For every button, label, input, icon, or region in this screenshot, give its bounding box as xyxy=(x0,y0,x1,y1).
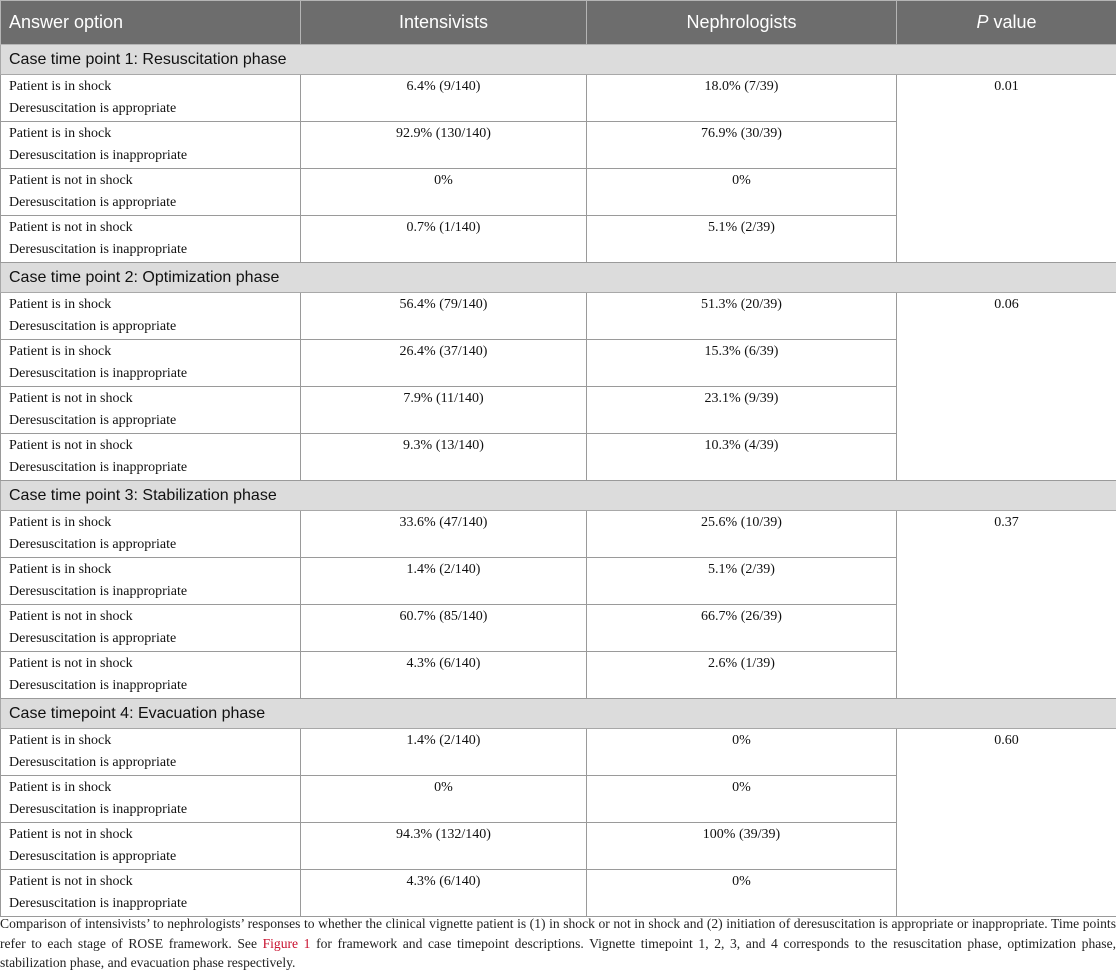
intensivists-cell: 33.6% (47/140) xyxy=(301,511,587,558)
shock-status-text: Patient is not in shock xyxy=(9,391,133,406)
answer-option-cell xyxy=(1,216,301,263)
intensivists-cell: 4.3% (6/140) xyxy=(301,652,587,699)
header-p-value xyxy=(897,1,1116,45)
section-title: Case timepoint 4: Evacuation phase xyxy=(1,699,1116,729)
section-title: Case time point 2: Optimization phase xyxy=(1,263,1116,293)
section-title: Case time point 1: Resuscitation phase xyxy=(1,45,1116,75)
footnote-text-end: for framework and case timepoint descriptions. Vignette timepoint 1, 2, 3, and 4 corresponds to the resuscitation phase, optimization phase, stabilization phase, and evacuation phase respectively. xyxy=(0,935,1116,970)
deresuscitation-text: Deresuscitation is inappropriate xyxy=(9,801,188,817)
nephrologists-cell: 100% (39/39) xyxy=(587,823,897,870)
deresuscitation-text: Deresuscitation is appropriate xyxy=(9,630,177,646)
p-value-cell: 0.06 xyxy=(897,293,1116,481)
nephrologists-cell: 23.1% (9/39) xyxy=(587,387,897,434)
deresuscitation-text: Deresuscitation is appropriate xyxy=(9,754,177,770)
nephrologists-cell: 10.3% (4/39) xyxy=(587,434,897,481)
intensivists-cell: 0.7% (1/140) xyxy=(301,216,587,263)
deresuscitation-text: Deresuscitation is inappropriate xyxy=(9,583,188,599)
nephrologists-cell: 51.3% (20/39) xyxy=(587,293,897,340)
deresuscitation-text: Deresuscitation is inappropriate xyxy=(9,895,188,911)
table-row xyxy=(1,293,1116,340)
table-footnote xyxy=(0,914,1116,973)
deresuscitation-text: Deresuscitation is appropriate xyxy=(9,412,177,428)
deresuscitation-text: Deresuscitation is inappropriate xyxy=(9,677,188,693)
intensivists-cell: 6.4% (9/140) xyxy=(301,75,587,122)
section-row xyxy=(1,699,1116,729)
section-title: Case time point 3: Stabilization phase xyxy=(1,481,1116,511)
answer-option-cell xyxy=(1,870,301,917)
answer-option-cell xyxy=(1,511,301,558)
shock-status-text: Patient is in shock xyxy=(9,562,112,577)
deresuscitation-text: Deresuscitation is inappropriate xyxy=(9,365,188,381)
deresuscitation-text: Deresuscitation is appropriate xyxy=(9,100,177,116)
answer-option-cell xyxy=(1,729,301,776)
nephrologists-cell: 15.3% (6/39) xyxy=(587,340,897,387)
table-row xyxy=(1,729,1116,776)
p-value-cell: 0.60 xyxy=(897,729,1116,917)
nephrologists-cell: 0% xyxy=(587,870,897,917)
shock-status-text: Patient is in shock xyxy=(9,126,112,141)
answer-option-cell xyxy=(1,340,301,387)
table-row xyxy=(1,75,1116,122)
intensivists-cell: 94.3% (132/140) xyxy=(301,823,587,870)
answer-option-cell xyxy=(1,605,301,652)
footnote-text-start: Comparison of intensivists’ to nephrologists’ responses to whether the clinical vignette patient is (1) in shock or not in shock and (2) initiation of deresuscitation is appropriate or inappropriate. Time points refer to each stage of ROSE framework. See xyxy=(0,916,1116,951)
shock-status-text: Patient is not in shock xyxy=(9,173,133,188)
intensivists-cell: 4.3% (6/140) xyxy=(301,870,587,917)
shock-status-text: Patient is in shock xyxy=(9,344,112,359)
table-row xyxy=(1,511,1116,558)
answer-option-cell xyxy=(1,122,301,169)
answer-option-cell xyxy=(1,387,301,434)
intensivists-cell: 9.3% (13/140) xyxy=(301,434,587,481)
nephrologists-cell: 2.6% (1/39) xyxy=(587,652,897,699)
answer-option-cell xyxy=(1,776,301,823)
p-value-cell: 0.01 xyxy=(897,75,1116,263)
nephrologists-cell: 76.9% (30/39) xyxy=(587,122,897,169)
deresuscitation-text: Deresuscitation is inappropriate xyxy=(9,241,188,257)
deresuscitation-text: Deresuscitation is inappropriate xyxy=(9,147,188,163)
nephrologists-cell: 0% xyxy=(587,169,897,216)
section-row xyxy=(1,481,1116,511)
shock-status-text: Patient is not in shock xyxy=(9,827,133,842)
nephrologists-cell: 25.6% (10/39) xyxy=(587,511,897,558)
answer-option-cell xyxy=(1,434,301,481)
nephrologists-cell: 18.0% (7/39) xyxy=(587,75,897,122)
intensivists-cell: 7.9% (11/140) xyxy=(301,387,587,434)
shock-status-text: Patient is in shock xyxy=(9,733,112,748)
header-p-suffix: value xyxy=(988,12,1037,32)
section-row xyxy=(1,263,1116,293)
intensivists-cell: 56.4% (79/140) xyxy=(301,293,587,340)
deresuscitation-text: Deresuscitation is appropriate xyxy=(9,848,177,864)
deresuscitation-text: Deresuscitation is appropriate xyxy=(9,194,177,210)
section-row xyxy=(1,45,1116,75)
answer-option-cell xyxy=(1,169,301,216)
shock-status-text: Patient is not in shock xyxy=(9,874,133,889)
answer-option-cell xyxy=(1,75,301,122)
intensivists-cell: 1.4% (2/140) xyxy=(301,558,587,605)
shock-status-text: Patient is in shock xyxy=(9,515,112,530)
figure-1-link[interactable]: Figure 1 xyxy=(262,935,311,951)
shock-status-text: Patient is in shock xyxy=(9,780,112,795)
shock-status-text: Patient is not in shock xyxy=(9,609,133,624)
answer-option-cell xyxy=(1,823,301,870)
header-row xyxy=(1,1,1116,45)
shock-status-text: Patient is not in shock xyxy=(9,438,133,453)
intensivists-cell: 0% xyxy=(301,776,587,823)
nephrologists-cell: 5.1% (2/39) xyxy=(587,216,897,263)
intensivists-cell: 60.7% (85/140) xyxy=(301,605,587,652)
intensivists-cell: 92.9% (130/140) xyxy=(301,122,587,169)
nephrologists-cell: 66.7% (26/39) xyxy=(587,605,897,652)
deresuscitation-text: Deresuscitation is appropriate xyxy=(9,318,177,334)
nephrologists-cell: 0% xyxy=(587,729,897,776)
answer-option-cell xyxy=(1,652,301,699)
intensivists-cell: 1.4% (2/140) xyxy=(301,729,587,776)
shock-status-text: Patient is in shock xyxy=(9,297,112,312)
answer-option-cell xyxy=(1,558,301,605)
answer-option-cell xyxy=(1,293,301,340)
header-nephrologists: Nephrologists xyxy=(587,1,897,45)
shock-status-text: Patient is not in shock xyxy=(9,656,133,671)
header-p-letter: P xyxy=(976,12,989,32)
table-body xyxy=(1,45,1116,917)
nephrologists-cell: 5.1% (2/39) xyxy=(587,558,897,605)
shock-status-text: Patient is in shock xyxy=(9,79,112,94)
intensivists-cell: 26.4% (37/140) xyxy=(301,340,587,387)
header-answer-option: Answer option xyxy=(1,1,301,45)
p-value-cell: 0.37 xyxy=(897,511,1116,699)
deresuscitation-text: Deresuscitation is appropriate xyxy=(9,536,177,552)
header-intensivists: Intensivists xyxy=(301,1,587,45)
intensivists-cell: 0% xyxy=(301,169,587,216)
nephrologists-cell: 0% xyxy=(587,776,897,823)
deresuscitation-text: Deresuscitation is inappropriate xyxy=(9,459,188,475)
shock-status-text: Patient is not in shock xyxy=(9,220,133,235)
